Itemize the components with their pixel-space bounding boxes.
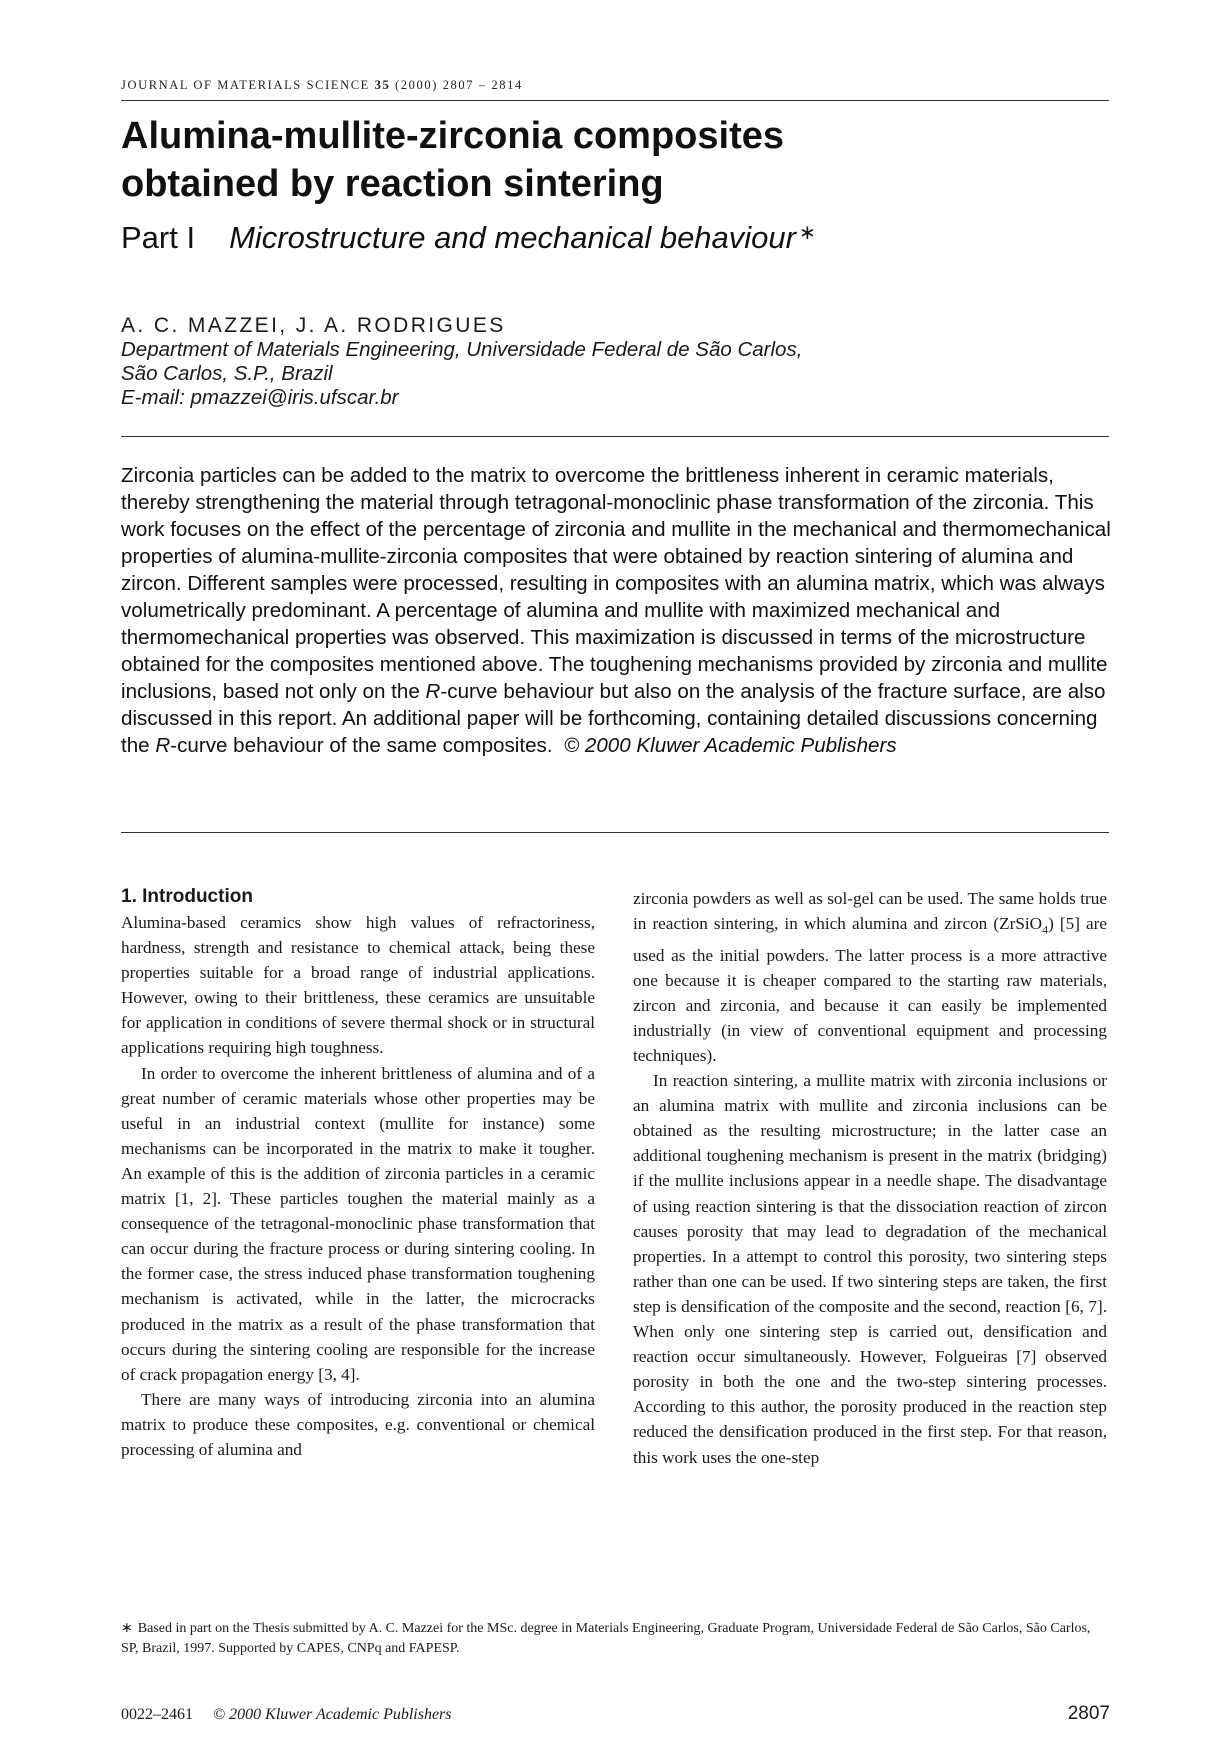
abstract bbox=[121, 462, 1111, 759]
paragraph-2: In order to overcome the inherent brittleness of alumina and of a great number of ceramic materials whose other properties may be useful in an industrial context (mullite for instance) some mechanisms can be incorporated in the matrix to make it tougher. An example of this is the addition of zirconia particles in a ceramic matrix [1, 2]. These particles toughen the material mainly as a consequence of the tetragonal-monoclinic phase transformation that can occur during the fracture process or during sintering cooling. In the former case, the stress induced phase transformation toughening mechanism is activated, while in the latter, the microcracks produced in the matrix as a result of the phase transformation that occurs during the sintering cooling are responsible for the increase of crack propagation energy [3, 4]. bbox=[121, 1063, 595, 1384]
affiliation-line-1: Department of Materials Engineering, Universidade Federal de São Carlos, bbox=[121, 338, 803, 361]
issn: 0022–2461 bbox=[121, 1706, 193, 1723]
paragraph-1: Alumina-based ceramics show high values of refractoriness, hardness, strength and resistance to chemical attack, being these properties suitable for a broad range of industrial applications. However, owing to their brittleness, these ceramics are unsuitable for application in conditions of severe thermal shock or in structural applications requiring high toughness. bbox=[121, 913, 595, 1058]
paragraph-5: In reaction sintering, a mullite matrix with zirconia inclusions or an alumina matrix with mullite and zirconia inclusions can be obtained as the resulting microstructure; in the latter case an additional toughening mechanism is present in the matrix (bridging) if the mullite inclusions appear in a needle shape. The disadvantage of using reaction sintering is that the dissociation reaction of zircon causes porosity that may lead to degradation of the mechanical properties. In a attempt to control this porosity, two sintering steps rather than one can be used. If two sintering steps are taken, the first step is densification of the composite and the second, reaction [6, 7]. When only one sintering step is carried out, densification and reaction occur simultaneously. However, Folgueiras [7] observed porosity in both the one and the two-step sintering processes. According to this author, the porosity produced in the reaction step reduced the densification produced in the first step. For that reason, this work uses the one-step bbox=[633, 1071, 1107, 1467]
abstract-top-rule bbox=[121, 436, 1109, 437]
formula-subscript: 4 bbox=[1042, 922, 1049, 937]
journal-name: JOURNAL OF MATERIALS SCIENCE bbox=[121, 78, 370, 92]
left-column bbox=[121, 884, 595, 1462]
footer-publisher: © 2000 Kluwer Academic Publishers bbox=[213, 1706, 452, 1723]
abstract-r-symbol-2: R bbox=[155, 734, 171, 757]
subtitle-part: Part I bbox=[121, 220, 196, 255]
affiliation-email: E-mail: pmazzei@iris.ufscar.br bbox=[121, 386, 399, 409]
footnote-mark: ∗ bbox=[121, 1621, 133, 1636]
footnote-text: Based in part on the Thesis submitted by A. C. Mazzei for the MSc. degree in Materials Engineering, Graduate Program, Universidade Federal de São Carlos, São Carlos, SP, Brazil, 1997. Supported by CAPES, CNPq and FAPESP. bbox=[121, 1621, 1091, 1656]
journal-year-pages: (2000) 2807 – 2814 bbox=[395, 78, 523, 92]
abstract-copyright: © 2000 Kluwer Academic Publishers bbox=[564, 734, 897, 757]
abstract-r-symbol-1: R bbox=[425, 680, 441, 703]
journal-header bbox=[121, 78, 1109, 93]
section-heading: 1. Introduction bbox=[121, 886, 253, 907]
right-column bbox=[633, 886, 1107, 1470]
subtitle-footnote-mark: ∗ bbox=[798, 222, 816, 244]
abstract-text-1: Zirconia particles can be added to the matrix to overcome the brittleness inherent in ceramic materials, thereby strengthening the material through tetragonal-monoclinic phase transformation of the zirconia. This work focuses on the effect of the percentage of zirconia and mullite in the mechanical and thermomechanical properties of alumina-mullite-zirconia composites that were obtained by reaction sintering of alumina and zircon. Different samples were processed, resulting in composites with an alumina matrix, which was always volumetrically predominant. A percentage of alumina and mullite with maximized mechanical and thermomechanical properties was observed. This maximization is discussed in terms of the microstructure obtained for the composites mentioned above. The toughening mechanisms provided by zirconia and mullite inclusions, based not only on the bbox=[121, 464, 1111, 703]
title-line-1: Alumina-mullite-zirconia composites bbox=[121, 115, 784, 157]
paragraph-4-text-a: zirconia powders as well as sol-gel can be used. The same holds true in reaction sintering, in which alumina and zircon (ZrSiO bbox=[633, 889, 1107, 934]
journal-volume: 35 bbox=[374, 78, 391, 92]
page-number: 2807 bbox=[1067, 1703, 1110, 1724]
affiliation bbox=[121, 338, 1101, 410]
authors: A. C. MAZZEI, J. A. RODRIGUES bbox=[121, 314, 506, 337]
abstract-bottom-rule bbox=[121, 832, 1109, 833]
paragraph-4-text-b: ) [5] are used as the initial powders. The latter process is a more attractive one because it is cheaper compared to the starting raw materials, zircon and zirconia, and because it can easily be implemented industrially (in view of conventional equipment and processing techniques). bbox=[633, 914, 1107, 1065]
paper-subtitle bbox=[121, 220, 1111, 256]
paragraph-4 bbox=[633, 886, 1107, 1068]
page-footer bbox=[121, 1706, 452, 1724]
abstract-text-2: -curve behaviour but also on the analysis of the fracture surface, are also discussed in this report. An additional paper will be forthcoming, containing detailed discussions concerning the bbox=[121, 680, 1106, 757]
paper-title bbox=[121, 112, 1111, 208]
abstract-text-3: -curve behaviour of the same composites. bbox=[170, 734, 553, 757]
footnote bbox=[121, 1619, 1111, 1659]
subtitle-text: Microstructure and mechanical behaviour bbox=[229, 220, 796, 255]
header-rule bbox=[121, 100, 1109, 101]
affiliation-line-2: São Carlos, S.P., Brazil bbox=[121, 362, 333, 385]
paragraph-3: There are many ways of introducing zirconia into an alumina matrix to produce these composites, e.g. conventional or chemical processing of alumina and bbox=[121, 1389, 595, 1459]
title-line-2: obtained by reaction sintering bbox=[121, 163, 664, 205]
